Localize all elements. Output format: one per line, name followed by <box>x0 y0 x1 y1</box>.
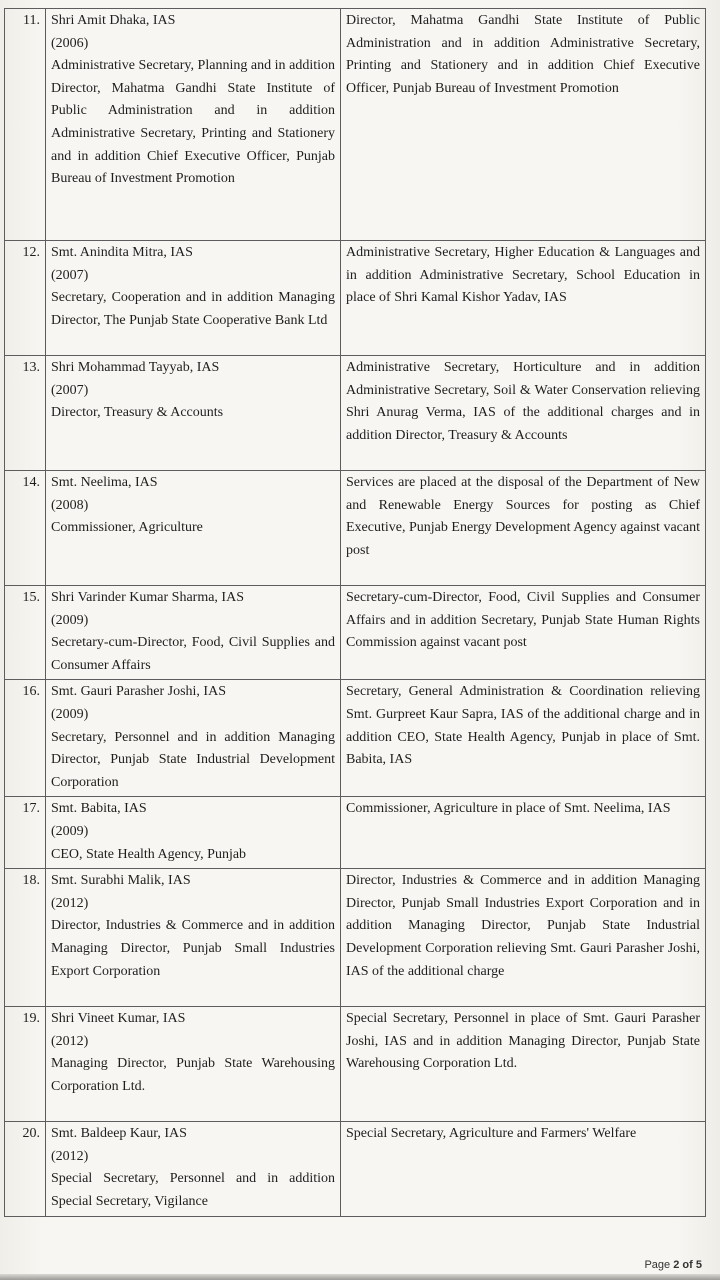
serial-number: 12. <box>5 241 46 356</box>
present-posting: Commissioner, Agriculture <box>51 520 203 536</box>
serial-number: 18. <box>5 869 46 1007</box>
officer-cell <box>46 1122 341 1216</box>
present-posting: Director, Treasury & Accounts <box>51 405 224 421</box>
present-posting: Special Secretary, Personnel and in addition Special Secretary, Vigilance <box>51 1171 335 1209</box>
officer-batch: (2012) <box>51 1148 89 1164</box>
table-row <box>5 241 706 356</box>
officer-cell <box>46 471 341 586</box>
new-posting: Special Secretary, Agriculture and Farmers' Welfare <box>341 1122 706 1216</box>
page-label: Page <box>644 1259 671 1271</box>
present-posting: Director, Industries & Commerce and in addition Managing Director, Punjab Small Industries Export Corporation <box>51 918 335 979</box>
page-current: 2 <box>673 1259 680 1271</box>
page-total: 5 <box>695 1259 702 1271</box>
posting-orders-table <box>4 8 706 1217</box>
table-row <box>5 797 706 869</box>
officer-batch: (2009) <box>51 706 89 722</box>
officer-cell <box>46 869 341 1007</box>
new-posting: Administrative Secretary, Horticulture and in addition Administrative Secretary, Soil & Water Conservation relieving Shri Anurag Verma, IAS of the additional charges and in addition Director, Treasury & Accounts <box>341 356 706 471</box>
table-row <box>5 869 706 1007</box>
new-posting: Services are placed at the disposal of the Department of New and Renewable Energy Sources for posting as Chief Executive, Punjab Energy Development Agency against vacant post <box>341 471 706 586</box>
scan-edge <box>0 1274 720 1280</box>
table-row <box>5 356 706 471</box>
table-row <box>5 1007 706 1122</box>
present-posting: Secretary, Personnel and in addition Managing Director, Punjab State Industrial Development Corporation <box>51 729 335 790</box>
officer-name: Shri Mohammad Tayyab, IAS <box>51 360 220 375</box>
new-posting: Administrative Secretary, Higher Education & Languages and in addition Administrative Secretary, School Education in place of Shri Kamal Kishor Yadav, IAS <box>341 241 706 356</box>
officer-batch: (2012) <box>51 1033 89 1049</box>
page-of: of <box>682 1259 693 1271</box>
present-posting: Secretary, Cooperation and in addition Managing Director, The Punjab State Cooperative Bank Ltd <box>51 290 335 328</box>
posting-orders-body <box>5 9 706 1217</box>
present-posting: CEO, State Health Agency, Punjab <box>51 846 247 862</box>
officer-name: Smt. Babita, IAS <box>51 801 147 817</box>
new-posting: Director, Industries & Commerce and in addition Managing Director, Punjab Small Industries Export Corporation and in addition Managing Director, Punjab State Industrial Development Corporation relieving Smt. Gauri Parasher Joshi, IAS of the additional charge <box>341 869 706 1007</box>
serial-number: 14. <box>5 471 46 586</box>
officer-name: Shri Varinder Kumar Sharma, IAS <box>51 590 244 605</box>
officer-name: Smt. Gauri Parasher Joshi, IAS <box>51 684 226 700</box>
serial-number: 15. <box>5 586 46 680</box>
table-row <box>5 680 706 797</box>
officer-batch: (2006) <box>51 35 89 51</box>
serial-number: 20. <box>5 1122 46 1216</box>
new-posting: Special Secretary, Personnel in place of Smt. Gauri Parasher Joshi, IAS and in addition Managing Director, Punjab State Warehousing Corporation Ltd. <box>341 1007 706 1122</box>
present-posting: Managing Director, Punjab State Warehousing Corporation Ltd. <box>51 1056 335 1094</box>
officer-name: Smt. Surabhi Malik, IAS <box>51 873 191 889</box>
officer-name: Smt. Baldeep Kaur, IAS <box>51 1126 187 1142</box>
present-posting: Administrative Secretary, Planning and in addition Director, Mahatma Gandhi State Institute of Public Administration and in addition Administrative Secretary, Printing and Stationery and in addition Chief Executive Officer, Punjab Bureau of Investment Promotion <box>51 58 335 187</box>
officer-name: Smt. Anindita Mitra, IAS <box>51 245 193 260</box>
officer-batch: (2009) <box>51 823 89 839</box>
officer-cell <box>46 241 341 356</box>
officer-batch: (2007) <box>51 382 89 398</box>
officer-name: Shri Vineet Kumar, IAS <box>51 1011 186 1027</box>
officer-cell <box>46 1007 341 1122</box>
table-row <box>5 471 706 586</box>
page-number <box>644 1259 702 1271</box>
officer-cell <box>46 680 341 797</box>
table-row <box>5 1122 706 1216</box>
new-posting: Director, Mahatma Gandhi State Institute of Public Administration and in addition Administrative Secretary, Printing and Stationery and in addition Chief Executive Officer, Punjab Bureau of Investment Promotion <box>341 9 706 241</box>
officer-name: Shri Amit Dhaka, IAS <box>51 13 176 28</box>
officer-name: Smt. Neelima, IAS <box>51 475 158 490</box>
present-posting: Secretary-cum-Director, Food, Civil Supplies and Consumer Affairs <box>51 635 335 673</box>
serial-number: 11. <box>5 9 46 241</box>
officer-batch: (2009) <box>51 612 89 628</box>
table-row <box>5 586 706 680</box>
new-posting: Secretary-cum-Director, Food, Civil Supplies and Consumer Affairs and in addition Secretary, Punjab State Human Rights Commission against vacant post <box>341 586 706 680</box>
officer-batch: (2007) <box>51 267 89 283</box>
serial-number: 16. <box>5 680 46 797</box>
new-posting: Commissioner, Agriculture in place of Smt. Neelima, IAS <box>341 797 706 869</box>
officer-batch: (2008) <box>51 497 89 513</box>
table-row <box>5 9 706 241</box>
serial-number: 13. <box>5 356 46 471</box>
serial-number: 19. <box>5 1007 46 1122</box>
officer-cell <box>46 356 341 471</box>
serial-number: 17. <box>5 797 46 869</box>
officer-cell <box>46 9 341 241</box>
officer-batch: (2012) <box>51 895 89 911</box>
officer-cell <box>46 586 341 680</box>
officer-cell <box>46 797 341 869</box>
new-posting: Secretary, General Administration & Coordination relieving Smt. Gurpreet Kaur Sapra, IAS of the additional charge and in addition CEO, State Health Agency, Punjab in place of Smt. Babita, IAS <box>341 680 706 797</box>
